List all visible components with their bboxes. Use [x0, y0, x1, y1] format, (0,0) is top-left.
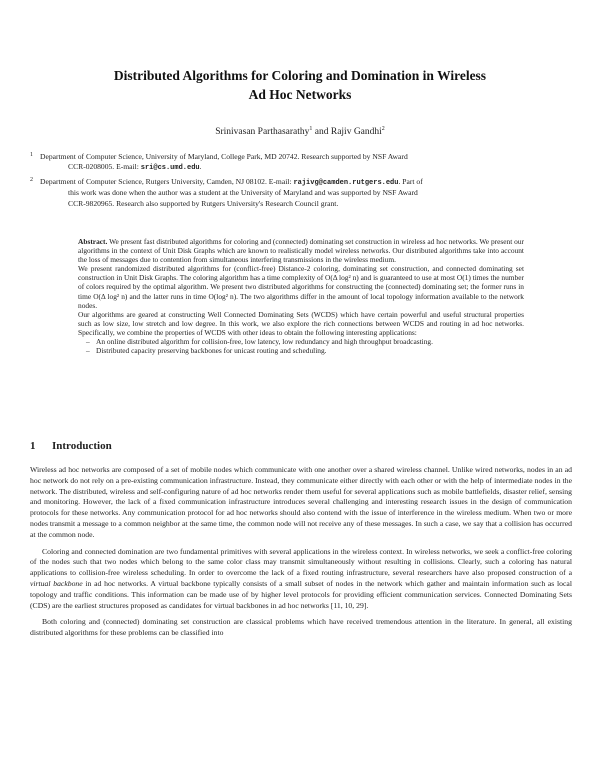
body-paragraph: Both coloring and (connected) dominating set construction are classical problems which have received tremendous attention in the literature. In general, all existing distributed algorithms for these problems can be classified into	[30, 617, 572, 638]
affiliation-mark: 2	[381, 126, 385, 132]
author-name: Rajiv Gandhi	[330, 127, 382, 138]
affiliation-text: Department of Computer Science, Rutgers University, Camden, NJ 08102. E-mail:	[40, 177, 294, 186]
affiliation-line: this work was done when the author was a student at the University of Maryland and was supported by NSF Award	[68, 188, 418, 198]
abstract-label: Abstract.	[78, 237, 108, 246]
affiliation-text: .	[199, 162, 202, 172]
introduction-body	[30, 465, 572, 645]
section-number: 1	[30, 440, 36, 452]
abstract-text: We present fast distributed algorithms for coloring and (connected) dominating set construction in wireless ad hoc networks. We present our algorithms in the context of Unit Disk Graphs which are known to realistically model wireless networks. Our distributed algorithms take into account the loss of messages due to contention from simultaneous interfering transmissions in the wireless medium.	[78, 237, 525, 265]
dash-bullet: –	[86, 346, 90, 356]
affiliation-text: CCR-0208005. E-mail:	[68, 162, 141, 172]
author-list	[60, 126, 540, 137]
paper-title	[60, 66, 540, 104]
affiliation-number: 1	[30, 152, 33, 158]
affiliation-line: Department of Computer Science, University of Maryland, College Park, MD 20742. Research supported by NSF Award	[40, 152, 408, 161]
email-link[interactable]: sri@cs.umd.edu	[140, 164, 200, 173]
email-link[interactable]: rajivg@camden.rutgers.edu	[293, 179, 399, 187]
dash-bullet: –	[86, 337, 90, 347]
affiliation-number: 2	[30, 177, 33, 183]
body-paragraph: Wireless ad hoc networks are composed of a set of mobile nodes which communicate with one another over a shared wireless channel. Unlike wired networks, nodes in an ad hoc network do not rely on a pre-existing communication infrastructure. Instead, they communicate either directly with each other or with the help of intermediate nodes in the network. The distributed, wireless and self-configuring nature of ad hoc networks render them useful for several applications such as mobile battlefields, disaster relief, sensing and monitoring. However, the lack of a fixed communication infrastructure introduces several challenging and interesting research issues in the design of communication protocols for these networks. Any communication protocol for ad hoc networks should also contend with the issue of interference in the wireless medium. When two or more nodes transmit a message to a common neighbor at the same time, the common node will not receive any of these messages. In such a case, we say that a collision has occurred at the common node.	[30, 465, 572, 539]
title-line-2: Ad Hoc Networks	[248, 87, 352, 102]
body-paragraph	[30, 547, 572, 612]
section-title: Introduction	[52, 440, 112, 452]
list-item	[78, 337, 524, 346]
body-text: in ad hoc networks. A virtual backbone typically consists of a small subset of nodes in the network which gather and maintain information such as local topology and traffic conditions. This information can be made use of by higher level protocols for providing efficient communication services. Connected Dominating Sets (CDS) are the earliest structures proposed as candidates for virtual backbones in ad hoc networks [11, 10, 29].	[30, 578, 572, 610]
affiliation-line: CCR-9820965. Research also supported by Rutgers University's Research Council grant.	[68, 198, 339, 208]
affiliation-mark: 1	[309, 126, 313, 132]
application-list	[78, 337, 524, 355]
list-item-text: An online distributed algorithm for collision-free, low latency, low redundancy and high throughput broadcasting.	[96, 337, 433, 347]
section-heading	[30, 440, 112, 452]
title-line-1: Distributed Algorithms for Coloring and Domination in Wireless	[113, 68, 487, 83]
author-separator: and	[312, 127, 331, 138]
abstract-paragraph	[78, 237, 524, 264]
list-item	[78, 346, 524, 355]
abstract-paragraph: We present randomized distributed algorithms for (conflict-free) Distance-2 coloring, dominating set construction, and connected dominating set construction in Unit Disk Graphs. The coloring algorithm has a time complexity of O(Δ log² n) and is guaranteed to use at most O(1) times the number of colors required by the optimal algorithm. We present two distributed algorithms for constructing the (connected) dominating set; the former runs in time O(Δ log² n) and the latter runs in time O(log² n). The two algorithms differ in the amount of local topology information available to the network nodes.	[78, 264, 524, 310]
abstract-paragraph: Our algorithms are geared at constructing Well Connected Dominating Sets (WCDS) which have certain powerful and useful structural properties such as low size, low stretch and low degree. In this work, we also explore the rich connections between WCDS and routing in ad hoc networks. Specifically, we combine the properties of WCDS with other ideas to obtain the following interesting applications:	[78, 309, 524, 337]
affiliation-1	[30, 152, 568, 174]
author-name: Srinivasan Parthasarathy	[215, 127, 310, 138]
affiliation-line	[40, 177, 568, 188]
body-text: Coloring and connected domination are two fundamental primitives with several applications in the wireless context. In wireless networks, we seek a conflict-free coloring of the nodes such that two nodes which belong to the same color class may transmit simultaneously without resulting in collisions. Clearly, such a coloring has natural applications to collision-free wireless scheduling. In order to overcome the lack of a fixed routing infrastructure, several researchers have also proposed construction of a	[30, 546, 572, 578]
abstract	[78, 237, 524, 355]
affiliation-text: . Part of	[398, 177, 423, 186]
list-item-text: Distributed capacity preserving backbones for unicast routing and scheduling.	[96, 346, 327, 356]
affiliation-line	[68, 162, 568, 173]
affiliation-2	[30, 177, 568, 209]
emphasis-text: virtual backbone	[30, 578, 83, 588]
